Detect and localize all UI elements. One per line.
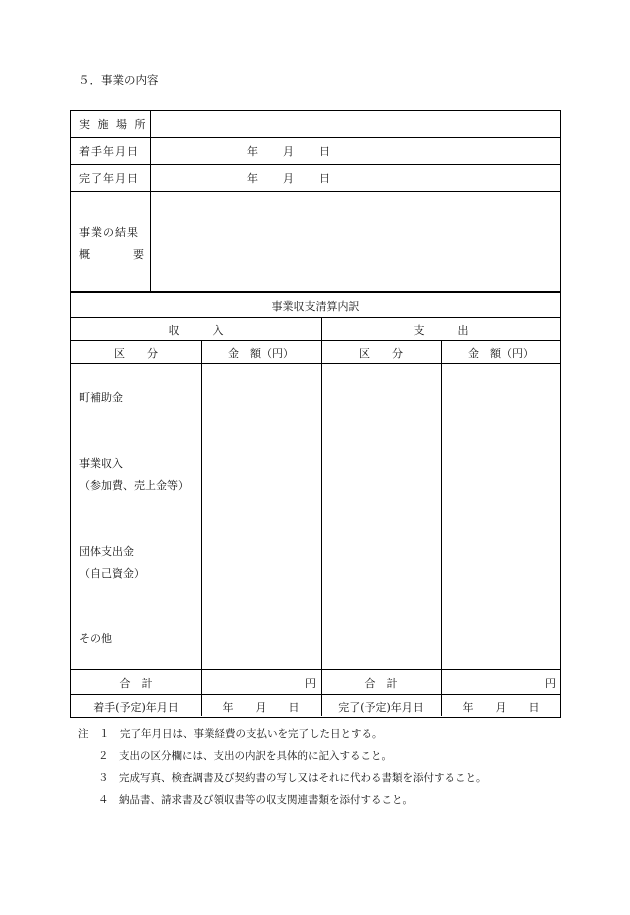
income-item: 事業収入 [79, 457, 123, 470]
place-label: 実 施 場 所 [79, 118, 148, 131]
month-label: 月 [283, 145, 294, 158]
income-header: 収 入 [168, 324, 224, 337]
row-end-date [71, 165, 560, 192]
year-label: 年 [247, 172, 258, 185]
finance-table [70, 292, 561, 718]
income-total-label: 合 計 [119, 677, 153, 690]
row-summary [71, 192, 560, 292]
expense-total-label: 合 計 [364, 677, 398, 690]
end-date-label: 完了年月日 [79, 172, 139, 185]
income-item-note: （自己資金） [79, 567, 145, 580]
month-label: 月 [283, 172, 294, 185]
income-category-header: 区 分 [114, 347, 158, 360]
note-4: ４ 納品書、請求書及び領収書等の収支関連書類を添付すること。 [98, 794, 413, 806]
note-3: ３ 完成写真、検査調書及び契約書の写し又はそれに代わる書類を添付すること。 [98, 772, 487, 784]
note-2: ２ 支出の区分欄には、支出の内訳を具体的に記入すること。 [98, 750, 392, 762]
day-label: 日 [319, 145, 330, 158]
summary-label-1: 事業の結果 [79, 226, 139, 239]
day-label: 日 [319, 172, 330, 185]
income-total-yen: 円 [305, 677, 316, 690]
income-amount-header: 金 額（円） [228, 347, 294, 360]
finance-title: 事業収支清算内訳 [271, 300, 360, 313]
note-1: 注 １ 完了年月日は、事業経費の支払いを完了した日とする。 [78, 728, 383, 740]
row-place [71, 111, 560, 138]
expense-category-header: 区 分 [359, 347, 403, 360]
summary-label-2b: 要 [133, 248, 146, 261]
expense-amount-header: 金 額（円） [468, 347, 534, 360]
year-label: 年 [247, 145, 258, 158]
expense-total-yen: 円 [545, 677, 556, 690]
start-planned-label: 着手(予定)年月日 [93, 701, 179, 714]
end-planned-label: 完了(予定)年月日 [338, 701, 424, 714]
section-heading: ５．事業の内容 [78, 73, 159, 87]
row-start-date [71, 138, 560, 165]
expense-header: 支 出 [413, 324, 469, 337]
start-planned-date: 年 月 日 [222, 701, 300, 714]
income-item-note: （参加費、売上金等） [79, 479, 189, 492]
summary-label-2a: 概 [79, 248, 92, 261]
start-date-label: 着手年月日 [79, 145, 139, 158]
project-info-table [70, 110, 561, 292]
end-planned-date: 年 月 日 [462, 701, 540, 714]
income-item: その他 [79, 632, 112, 645]
income-item: 団体支出金 [79, 545, 134, 558]
income-item: 町補助金 [79, 391, 123, 404]
